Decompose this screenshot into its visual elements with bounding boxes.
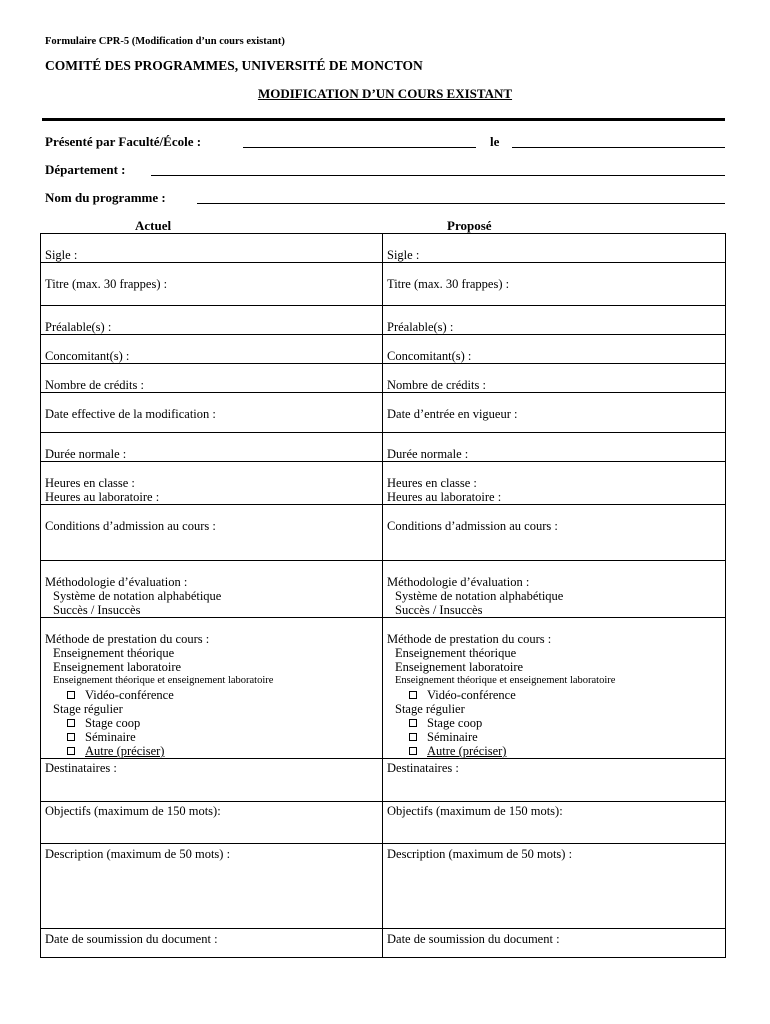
prestation-theorique-laboratoire: Enseignement théorique et enseignement laboratoire (53, 675, 274, 686)
concomitants-label: Concomitant(s) : (45, 349, 130, 363)
cell-destinataires-actual[interactable] (41, 759, 383, 802)
department-label: Département : (45, 162, 126, 177)
table-row (41, 505, 726, 561)
column-proposed-heading: Proposé (447, 218, 492, 233)
prestation-seminaire-label: Séminaire (85, 730, 136, 744)
prealables-label: Préalable(s) : (45, 320, 112, 334)
cell-duree-proposed[interactable] (383, 433, 726, 462)
objectifs-label: Objectifs (maximum de 150 mots): (387, 804, 563, 818)
objectifs-label: Objectifs (maximum de 150 mots): (45, 804, 221, 818)
prestation-laboratoire: Enseignement laboratoire (395, 660, 524, 674)
conditions-label: Conditions d’admission au cours : (45, 519, 216, 533)
department-field[interactable] (151, 175, 725, 176)
cell-sigle-actual[interactable] (41, 234, 383, 263)
prestation-autre-label: Autre (préciser) (85, 744, 165, 758)
cell-evaluation-actual[interactable] (41, 561, 383, 618)
heures-labo-label: Heures au laboratoire : (45, 490, 160, 504)
checkbox-icon[interactable] (409, 733, 417, 741)
table-row (41, 561, 726, 618)
cell-titre-proposed[interactable] (383, 263, 726, 306)
presented-by-label: Présenté par Faculté/École : (45, 134, 202, 149)
cell-concomitants-proposed[interactable] (383, 335, 726, 364)
table-row (41, 433, 726, 462)
prealables-label: Préalable(s) : (387, 320, 454, 334)
column-actual-heading: Actuel (135, 218, 172, 233)
date-effective-label: Date effective de la modification : (45, 407, 216, 421)
cell-prestation-actual[interactable] (41, 618, 383, 759)
titre-label: Titre (max. 30 frappes) : (45, 277, 168, 291)
cell-description-proposed[interactable] (383, 844, 726, 929)
cell-conditions-proposed[interactable] (383, 505, 726, 561)
checkbox-icon[interactable] (67, 747, 75, 755)
prestation-theorique-laboratoire: Enseignement théorique et enseignement laboratoire (395, 675, 616, 686)
cell-heures-proposed[interactable] (383, 462, 726, 505)
table-row (41, 263, 726, 306)
prestation-stage-coop (45, 716, 382, 730)
heures-classe-label: Heures en classe : (387, 476, 477, 490)
program-name-label: Nom du programme : (45, 190, 166, 205)
cell-heures-actual[interactable] (41, 462, 383, 505)
cell-description-actual[interactable] (41, 844, 383, 929)
destinataires-label: Destinataires : (45, 761, 117, 775)
cell-credits-proposed[interactable] (383, 364, 726, 393)
table-row (41, 929, 726, 958)
cell-date-soumission-proposed[interactable] (383, 929, 726, 958)
prestation-seminaire-label: Séminaire (427, 730, 478, 744)
credits-label: Nombre de crédits : (387, 378, 486, 392)
cell-prealables-actual[interactable] (41, 306, 383, 335)
prestation-title: Méthode de prestation du cours : (387, 632, 552, 646)
cell-conditions-actual[interactable] (41, 505, 383, 561)
sigle-label: Sigle : (45, 248, 78, 262)
table-row (41, 618, 726, 759)
cell-date-effective-proposed[interactable] (383, 393, 726, 433)
prestation-stage-coop-label: Stage coop (427, 716, 483, 730)
prestation-video-label: Vidéo-conférence (85, 688, 174, 702)
prestation-autre (387, 744, 725, 758)
prestation-video (45, 688, 382, 702)
prestation-stage-coop (387, 716, 725, 730)
date-entree-label: Date d’entrée en vigueur : (387, 407, 518, 421)
duree-label: Durée normale : (45, 447, 127, 461)
prestation-stage-regulier: Stage régulier (53, 702, 123, 716)
checkbox-icon[interactable] (67, 691, 75, 699)
evaluation-title: Méthodologie d’évaluation : (387, 575, 530, 589)
table-row (41, 462, 726, 505)
table-row (41, 335, 726, 364)
checkbox-icon[interactable] (409, 691, 417, 699)
description-label: Description (maximum de 50 mots) : (45, 847, 231, 861)
checkbox-icon[interactable] (409, 719, 417, 727)
program-name-field[interactable] (197, 203, 725, 204)
prestation-seminaire (387, 730, 725, 744)
cell-objectifs-actual[interactable] (41, 802, 383, 844)
table-row (41, 306, 726, 335)
table-row (41, 802, 726, 844)
table-row (41, 844, 726, 929)
prestation-stage-coop-label: Stage coop (85, 716, 141, 730)
prestation-theorique: Enseignement théorique (395, 646, 517, 660)
conditions-label: Conditions d’admission au cours : (387, 519, 558, 533)
cell-titre-actual[interactable] (41, 263, 383, 306)
heures-classe-label: Heures en classe : (45, 476, 135, 490)
cell-objectifs-proposed[interactable] (383, 802, 726, 844)
cell-prestation-proposed[interactable] (383, 618, 726, 759)
table-row (41, 234, 726, 263)
sigle-label: Sigle : (387, 248, 420, 262)
checkbox-icon[interactable] (67, 719, 75, 727)
prestation-seminaire (45, 730, 382, 744)
document-title: MODIFICATION D’UN COURS EXISTANT (257, 86, 513, 101)
table-row (41, 393, 726, 433)
cell-evaluation-proposed[interactable] (383, 561, 726, 618)
heures-labo-label: Heures au laboratoire : (387, 490, 502, 504)
date-soumission-label: Date de soumission du document : (387, 932, 560, 946)
duree-label: Durée normale : (387, 447, 469, 461)
prestation-stage-regulier: Stage régulier (395, 702, 465, 716)
cell-duree-actual[interactable] (41, 433, 383, 462)
cell-destinataires-proposed[interactable] (383, 759, 726, 802)
prestation-theorique: Enseignement théorique (53, 646, 175, 660)
prestation-video-label: Vidéo-conférence (427, 688, 516, 702)
date-le-label: le (490, 134, 500, 149)
evaluation-title: Méthodologie d’évaluation : (45, 575, 188, 589)
titre-label: Titre (max. 30 frappes) : (387, 277, 510, 291)
cell-date-soumission-actual[interactable] (41, 929, 383, 958)
committee-heading: COMITÉ DES PROGRAMMES, UNIVERSITÉ DE MONCTON (45, 58, 423, 73)
cell-date-effective-actual[interactable] (41, 393, 383, 433)
cell-prealables-proposed[interactable] (383, 306, 726, 335)
header-divider (42, 118, 725, 121)
prestation-video (387, 688, 725, 702)
credits-label: Nombre de crédits : (45, 378, 144, 392)
cell-sigle-proposed[interactable] (383, 234, 726, 263)
evaluation-option-pass-fail: Succès / Insuccès (395, 603, 483, 617)
evaluation-option-pass-fail: Succès / Insuccès (53, 603, 141, 617)
table-row (41, 759, 726, 802)
prestation-laboratoire: Enseignement laboratoire (53, 660, 182, 674)
course-comparison-table (40, 233, 726, 958)
form-identifier: Formulaire CPR-5 (Modification d’un cours existant) (45, 36, 285, 47)
destinataires-label: Destinataires : (387, 761, 459, 775)
cell-credits-actual[interactable] (41, 364, 383, 393)
prestation-autre-label: Autre (préciser) (427, 744, 507, 758)
date-field[interactable] (512, 147, 725, 148)
checkbox-icon[interactable] (67, 733, 75, 741)
concomitants-label: Concomitant(s) : (387, 349, 472, 363)
prestation-autre (45, 744, 382, 758)
presented-by-field[interactable] (243, 147, 476, 148)
table-row (41, 364, 726, 393)
evaluation-option-alphabetic: Système de notation alphabétique (395, 589, 564, 603)
description-label: Description (maximum de 50 mots) : (387, 847, 573, 861)
evaluation-option-alphabetic: Système de notation alphabétique (53, 589, 222, 603)
cell-concomitants-actual[interactable] (41, 335, 383, 364)
prestation-title: Méthode de prestation du cours : (45, 632, 210, 646)
date-soumission-label: Date de soumission du document : (45, 932, 218, 946)
checkbox-icon[interactable] (409, 747, 417, 755)
